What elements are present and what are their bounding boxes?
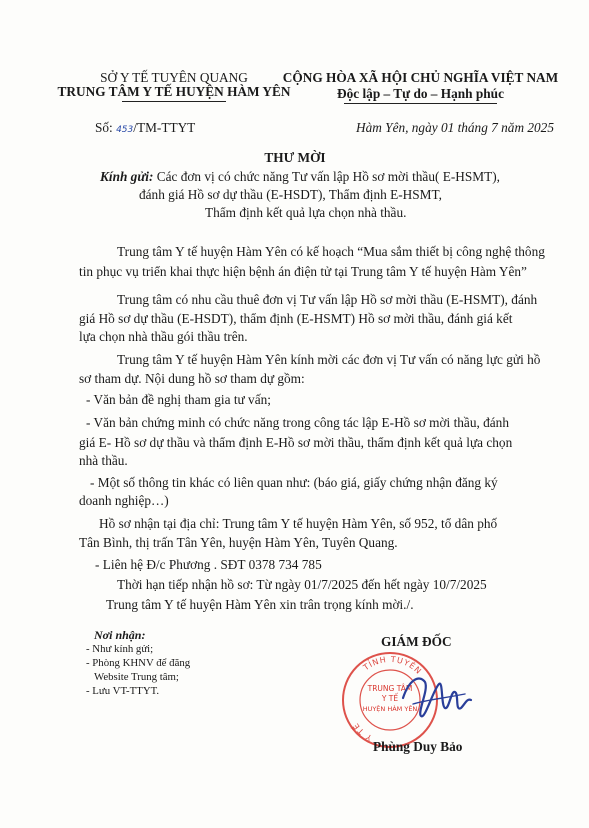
recipient-line-2: đánh giá Hồ sơ dự thầu (E-HSDT), Thẩm định E-HSMT, [139, 187, 442, 202]
body-line: sơ tham dự. Nội dung hồ sơ tham dự gồm: [79, 371, 305, 386]
doc-number [95, 118, 195, 140]
signer-name: Phùng Duy Bảo [373, 739, 463, 754]
body-line: Trung tâm Y tế huyện Hàm Yên có kế hoạch “Mua sắm thiết bị công nghệ thông [117, 244, 545, 259]
body-line: giá Hồ sơ dự thầu (E-HSDT), thẩm định (E-HSMT) Hồ sơ mời thầu, đánh giá kết [79, 311, 513, 326]
recipient-line-1 [100, 167, 500, 186]
body-line: doanh nghiệp…) [79, 493, 169, 508]
recipients-item: - Lưu VT-TTYT. [86, 685, 160, 697]
org-name: TRUNG TÂM Y TẾ HUYỆN HÀM YÊN [57, 84, 291, 99]
stamp-line-2: Y TẾ [381, 694, 399, 703]
motto-underline [344, 103, 497, 104]
stamp-ring-top: TỈNH TUYÊN [361, 654, 424, 677]
body-line: Thời hạn tiếp nhận hồ sơ: Từ ngày 01/7/2025 đến hết ngày 10/7/2025 [117, 577, 487, 592]
body-line: - Liên hệ Đ/c Phương . SĐT 0378 734 785 [95, 557, 322, 572]
body-line: lựa chọn nhà thầu gói thầu trên. [79, 329, 248, 344]
recipient-line-3: Thẩm định kết quả lựa chọn nhà thầu. [205, 205, 407, 220]
doc-number-label: Số: [95, 120, 113, 135]
body-line: nhà thầu. [79, 453, 128, 468]
recipients-item: - Như kính gửi; [86, 643, 154, 655]
recipients-item: Website Trung tâm; [94, 671, 179, 683]
page-title: THƯ MỜI [264, 150, 326, 165]
nation-title: CỘNG HÒA XÃ HỘI CHỦ NGHĨA VIỆT NAM [282, 70, 559, 85]
svg-text:Y TẾ [349, 721, 374, 743]
recipient-label: Kính gửi: [100, 169, 154, 184]
org-underline [122, 101, 226, 102]
handwritten-signature [395, 660, 475, 740]
body-line: - Một số thông tin khác có liên quan như: (báo giá, giấy chứng nhận đăng ký [90, 475, 498, 490]
stamp-ring-left: Y TẾ [350, 720, 374, 743]
recipients-title: Nơi nhận: [94, 628, 146, 642]
recipients-item: - Phòng KHNV để đăng [86, 657, 191, 669]
body-line: Tân Bình, thị trấn Tân Yên, huyện Hàm Yên, Tuyên Quang. [79, 535, 398, 550]
doc-number-suffix: /TM-TTYT [133, 120, 196, 135]
body-line: Trung tâm Y tế huyện Hàm Yên kính mời các đơn vị Tư vấn có năng lực gửi hồ [117, 352, 541, 367]
motto: Độc lập – Tự do – Hạnh phúc [337, 86, 504, 101]
body-line: giá E- Hồ sơ dự thầu và thẩm định E-Hồ sơ mời thầu, thẩm định kết quả lựa chọn [79, 435, 513, 450]
body-line: tin phục vụ triển khai thực hiện bệnh án điện tử tại Trung tâm Y tế huyện Hàm Yên” [79, 264, 527, 279]
stamp-line-3: HUYỆN HÀM YÊN [362, 705, 418, 713]
doc-number-handwritten: 453 [116, 125, 134, 135]
org-parent: SỞ Y TẾ TUYÊN QUANG [100, 70, 248, 85]
body-line: Trung tâm Y tế huyện Hàm Yên xin trân trọng kính mời./. [106, 597, 414, 612]
body-line: - Văn bản đề nghị tham gia tư vấn; [86, 392, 271, 407]
signer-role: GIÁM ĐỐC [381, 634, 452, 649]
recipient-text-1: Các đơn vị có chức năng Tư vấn lập Hồ sơ mời thầu( E-HSMT), [153, 169, 500, 184]
body-line: - Văn bản chứng minh có chức năng trong công tác lập E-Hồ sơ mời thầu, đánh [86, 415, 509, 430]
body-line: Trung tâm có nhu cầu thuê đơn vị Tư vấn lập Hồ sơ mời thầu (E-HSMT), đánh [117, 292, 538, 307]
stamp-line-1: TRUNG TÂM [367, 684, 413, 693]
place-date: Hàm Yên, ngày 01 tháng 7 năm 2025 [356, 120, 554, 135]
body-line: Hồ sơ nhận tại địa chỉ: Trung tâm Y tế huyện Hàm Yên, số 952, tổ dân phố [99, 516, 498, 531]
